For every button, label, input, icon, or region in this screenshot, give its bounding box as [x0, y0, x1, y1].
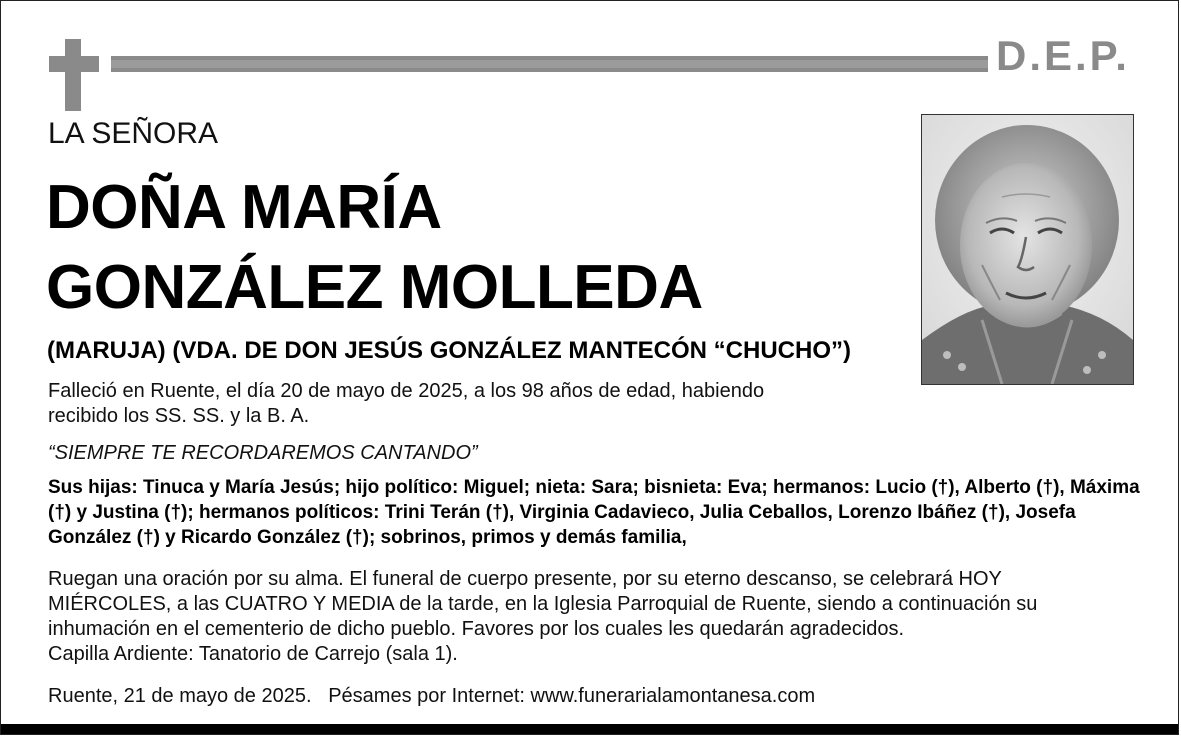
- cross-icon: [65, 39, 81, 111]
- header-rule: [111, 56, 988, 72]
- portrait-photo-drawing: [922, 115, 1133, 384]
- memorial-quote: “SIEMPRE TE RECORDAREMOS CANTANDO”: [48, 442, 478, 464]
- death-notice: Falleció en Ruente, el día 20 de mayo de 2025, a los 98 años de edad, habiendo recibido los SS. SS. y la B. A.: [48, 380, 765, 427]
- cross-icon-bar: [49, 56, 99, 72]
- chapel-text: Capilla Ardiente: Tanatorio de Carrejo (sala 1).: [48, 643, 458, 665]
- deceased-name-line1: DOÑA MARÍA: [46, 173, 442, 242]
- portrait-photo: [921, 114, 1134, 385]
- bottom-border: [1, 724, 1178, 734]
- alias-line: (MARUJA) (VDA. DE DON JESÚS GONZÁLEZ MANTECÓN “CHUCHO”): [47, 337, 851, 364]
- dep-heading: D.E.P.: [996, 32, 1130, 79]
- service-text: Ruegan una oración por su alma. El funeral de cuerpo presente, por su eterno descanso, se celebrará HOY MIÉRCOLES, a las CUATRO Y MEDIA de la tarde, en la Iglesia Parroquial de Ruente, siendo a continuación su inhumación en el cementerio de dicho pueblo. Favores por los cuales les quedarán agradecidos.: [48, 568, 1038, 640]
- intro-label: LA SEÑORA: [48, 117, 219, 150]
- deceased-name-line2: GONZÁLEZ MOLLEDA: [46, 253, 703, 322]
- footer-line: [48, 684, 815, 709]
- place-date: Ruente, 21 de mayo de 2025.: [48, 685, 312, 707]
- service-details: [48, 567, 1108, 667]
- family-list: Sus hijas: Tinuca y María Jesús; hijo político: Miguel; nieta: Sara; bisnieta: Eva; hermanos: Lucio (†), Alberto (†), Máxima (†) y Justina (†); hermanos políticos: Trini Terán (†), Virginia Cadavieco, Julia Ceballos, Lorenzo Ibáñez (†), Josefa González (†) y Ricardo González (†); sobrinos, primos y demás familia,: [48, 477, 1140, 548]
- condolences-link[interactable]: Pésames por Internet: www.funerarialamontanesa.com: [328, 685, 816, 707]
